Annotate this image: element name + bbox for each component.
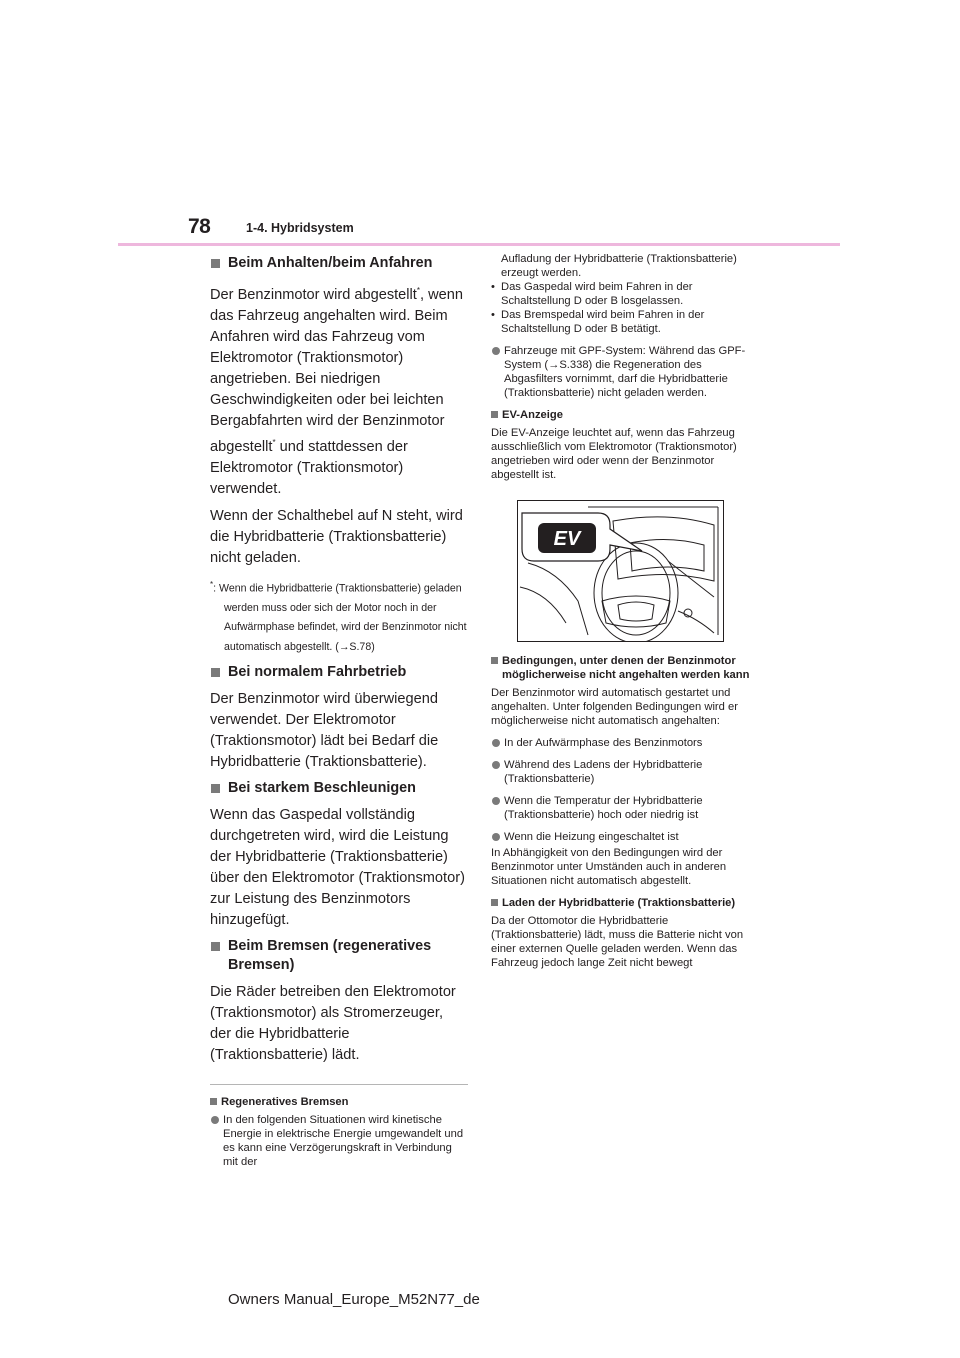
heading-regeneratives-bremsen: Regeneratives Bremsen (210, 1095, 468, 1109)
paragraph-normal: Der Benzinmotor wird überwiegend verwendet. Der Elektromotor (Traktionsmotor) lädt bei Bedarf die Hybridbatterie (Traktionsbatterie). (210, 691, 439, 771)
paragraph-bremsen: Die Räder betreiben den Elektromotor (Traktionsmotor) als Stromerzeuger, der die Hybridbatterie (Traktionsbatterie) lädt. (210, 984, 456, 1064)
heading-anhalten: Beim Anhalten/beim Anfahren (210, 254, 468, 273)
footnote-ref: * (416, 286, 420, 295)
heading-normal: Bei normalem Fahrbetrieb (210, 663, 468, 682)
paragraph-laden: Da der Ottomotor die Hybridbatterie (Traktionsbatterie) lädt, muss die Batterie nicht von einer externen Quelle geladen werden. Wenn das Fahrzeug jedoch lange Zeit nicht bewegt (491, 915, 744, 969)
page-number: 78 (188, 215, 211, 238)
ev-label: EV (553, 528, 581, 550)
bullet-bedingung: Wenn die Heizung eingeschaltet ist (491, 830, 759, 844)
footer-text: Owners Manual_Europe_M52N77_de (228, 1291, 480, 1308)
paragraph-anhalten-part-b: , wenn das Fahrzeug angehalten wird. Beim Anfahren wird das Fahrzeug vom Elektromotor (Traktionsmotor) angetrieben. Bei niedrigen Geschwindigkeiten oder bei leichten Bergabfahrten wird der Benzinmotor abgestellt (210, 286, 463, 455)
section-title: 1-4. Hybridsystem (246, 221, 354, 235)
ev-indicator-illustration (517, 500, 724, 642)
bullet-gpf: Fahrzeuge mit GPF-System: Während das GPF-System (→S.338) die Regeneration des Abgasfilters vornimmt, darf die Hybridbatterie (Traktionsbatterie) nicht geladen werden. (491, 344, 759, 400)
dot-item: • Das Bremspedal wird beim Fahren in der Schaltstellung D oder B betätigt. (491, 308, 759, 336)
paragraph-abhaengigkeit: In Abhängigkeit von den Bedingungen wird der Benzinmotor unter Umständen auch in anderen Situationen nicht automatisch abgestellt. (491, 847, 727, 887)
paragraph-schalthebel: Wenn der Schalthebel auf N steht, wird die Hybridbatterie (Traktionsbatterie) nicht geladen. (210, 507, 463, 566)
footnote (210, 575, 468, 658)
paragraph-beschleunigen: Wenn das Gaspedal vollständig durchgetreten wird, wird die Leistung der Hybridbatterie (Traktionsbatterie) über den Elektromotor (Traktionsmotor) zur Leistung des Benzinmotors hinzugefügt. (210, 807, 465, 929)
paragraph-ev-anzeige: Die EV-Anzeige leuchtet auf, wenn das Fahrzeug ausschließlich vom Elektromotor (Traktionsmotor) angetrieben wird oder wenn der Benzinmotor abgestellt ist. (491, 427, 737, 481)
bullet-regeneratives-bremsen: In den folgenden Situationen wird kinetische Energie in elektrische Energie umgewandelt und es kann eine Verzögerungskraft in Verbindung mit der (210, 1113, 468, 1169)
left-column (210, 254, 468, 1177)
heading-laden: Laden der Hybridbatterie (Traktionsbatterie) (491, 896, 759, 910)
footnote-mark: * (210, 579, 214, 589)
paragraph-bedingungen: Der Benzinmotor wird automatisch gestartet und angehalten. Unter folgenden Bedingungen wird er möglicherweise nicht automatisch angehalten: (491, 687, 738, 727)
footnote-text: : Wenn die Hybridbatterie (Traktionsbatterie) geladen werden muss oder sich der Motor noch in der Aufwärmphase befindet, wird der Benzinmotor nicht automatisch abgestellt. (→S.78) (213, 582, 467, 653)
bullet-bedingung: In der Aufwärmphase des Benzinmotors (491, 736, 759, 750)
heading-ev-anzeige: EV-Anzeige (491, 408, 759, 422)
paragraph-anhalten-part-c: und stattdessen der Elektromotor (Traktionsmotor) verwendet. (210, 438, 408, 497)
bullet-bedingung: Während des Ladens der Hybridbatterie (Traktionsbatterie) (491, 758, 759, 786)
paragraph-anhalten (210, 280, 468, 500)
heading-beschleunigen: Bei starkem Beschleunigen (210, 779, 468, 798)
footnote-ref: * (272, 437, 276, 447)
paragraph-anhalten-part-a: Der Benzinmotor wird abgestellt (210, 286, 417, 303)
continued-text: Aufladung der Hybridbatterie (Traktionsbatterie) erzeugt werden. (501, 253, 737, 279)
heading-bedingungen: Bedingungen, unter denen der Benzinmotor möglicherweise nicht angehalten werden kann (491, 654, 759, 682)
dashboard-illustration (518, 501, 723, 641)
bullet-bedingung: Wenn die Temperatur der Hybridbatterie (Traktionsbatterie) hoch oder niedrig ist (491, 794, 759, 822)
dot-item: • Das Gaspedal wird beim Fahren in der Schaltstellung D oder B losgelassen. (491, 280, 759, 308)
header-rule (118, 243, 840, 246)
divider (210, 1084, 468, 1085)
heading-bremsen: Beim Bremsen (regeneratives Bremsen) (210, 937, 468, 975)
right-column (491, 252, 759, 978)
